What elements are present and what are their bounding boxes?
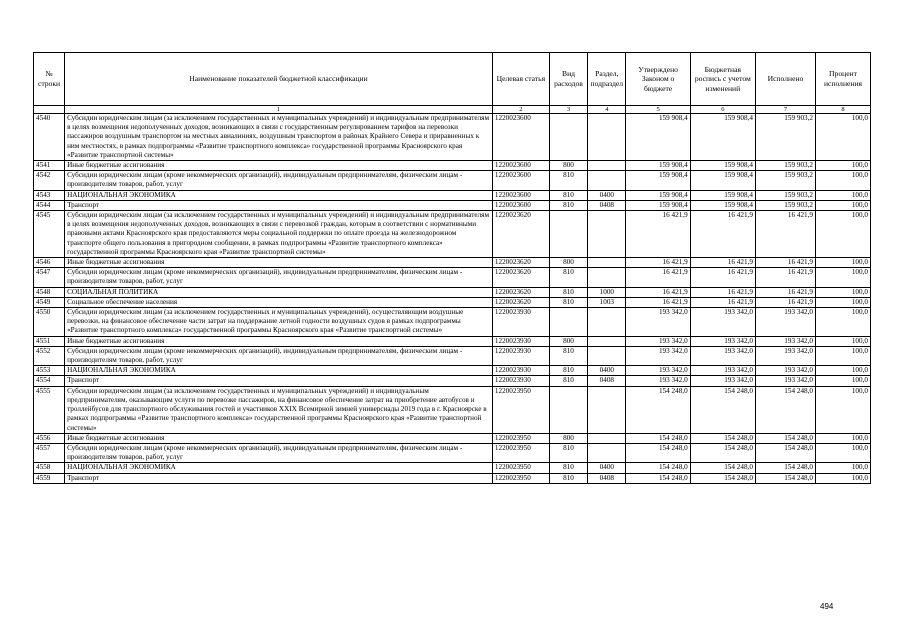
- table-body: [34, 114, 871, 484]
- target-article-cell: 1220023950: [492, 433, 549, 443]
- column-number: 4: [588, 106, 626, 114]
- indicator-name-cell: Иные бюджетные ассигнования: [65, 336, 493, 346]
- approved-amount-cell: 154 248,0: [626, 386, 690, 433]
- table-row: [34, 171, 871, 190]
- revised-amount-cell: 154 248,0: [690, 443, 755, 462]
- expense-type-cell: 810: [549, 366, 587, 376]
- revised-amount-cell: 193 342,0: [690, 308, 755, 337]
- executed-amount-cell: 16 421,9: [755, 258, 815, 268]
- target-article-cell: 1220023600: [492, 114, 549, 161]
- section-cell: [588, 433, 626, 443]
- row-number-cell: 4540: [34, 114, 65, 161]
- target-article-cell: 1220023950: [492, 473, 549, 483]
- header-section: Раздел, подраздел: [588, 53, 626, 106]
- percent-cell: 100,0: [816, 161, 871, 171]
- section-cell: [588, 114, 626, 161]
- expense-type-cell: 800: [549, 336, 587, 346]
- executed-amount-cell: 159 903,2: [755, 190, 815, 200]
- column-number: 1: [65, 106, 493, 114]
- table-row: [34, 443, 871, 462]
- section-cell: [588, 443, 626, 462]
- indicator-name-cell: Транспорт: [65, 473, 493, 483]
- percent-cell: 100,0: [816, 171, 871, 190]
- target-article-cell: 1220023950: [492, 463, 549, 473]
- approved-amount-cell: 193 342,0: [626, 308, 690, 337]
- percent-cell: 100,0: [816, 463, 871, 473]
- approved-amount-cell: 16 421,9: [626, 268, 690, 287]
- table-row: [34, 114, 871, 161]
- table-row: [34, 473, 871, 483]
- revised-amount-cell: 193 342,0: [690, 346, 755, 365]
- row-number-cell: 4553: [34, 366, 65, 376]
- revised-amount-cell: 154 248,0: [690, 386, 755, 433]
- header-percent: Процент исполнения: [816, 53, 871, 106]
- column-number: 8: [816, 106, 871, 114]
- revised-amount-cell: 154 248,0: [690, 433, 755, 443]
- approved-amount-cell: 159 908,4: [626, 171, 690, 190]
- header-indicator-name: Наименование показателей бюджетной классификации: [65, 53, 493, 106]
- budget-table: [33, 52, 871, 484]
- expense-type-cell: 810: [549, 346, 587, 365]
- section-cell: 0408: [588, 200, 626, 210]
- approved-amount-cell: 159 908,4: [626, 161, 690, 171]
- section-cell: [588, 346, 626, 365]
- indicator-name-cell: Субсидии юридическим лицам (за исключением государственных и муниципальных учреждений), осуществляющим воздушные перевозки, на финансовое обеспечение части затрат на поддержание летной годности воздушных судов в рамках подпрограммы «Развитие транспортного комплекса» государственной программы Красноярского края «Развитие транспортной системы»: [65, 308, 493, 337]
- approved-amount-cell: 154 248,0: [626, 433, 690, 443]
- executed-amount-cell: 16 421,9: [755, 287, 815, 297]
- indicator-name-cell: Транспорт: [65, 376, 493, 386]
- percent-cell: 100,0: [816, 346, 871, 365]
- row-number-cell: 4551: [34, 336, 65, 346]
- row-number-cell: 4545: [34, 211, 65, 258]
- indicator-name-cell: НАЦИОНАЛЬНАЯ ЭКОНОМИКА: [65, 190, 493, 200]
- indicator-name-cell: Иные бюджетные ассигнования: [65, 161, 493, 171]
- table-row: [34, 297, 871, 307]
- section-cell: [588, 171, 626, 190]
- revised-amount-cell: 193 342,0: [690, 336, 755, 346]
- section-cell: [588, 386, 626, 433]
- target-article-cell: 1220023620: [492, 287, 549, 297]
- indicator-name-cell: Социальное обеспечение населения: [65, 297, 493, 307]
- table-row: [34, 376, 871, 386]
- row-number-cell: 4554: [34, 376, 65, 386]
- indicator-name-cell: Субсидии юридическим лицам (за исключением государственных и муниципальных учреждений) и индивидуальным предпринимателям в целях возмещения недополученных доходов, возникающих в связи с государственным регулированием тарифов на перевозки пассажиров воздушным транспортом на местных авиалиниях, воздушным транспортом в районах Крайнего Севера и приравненных к ним местностях, в рамках подпрограммы «Развитие транспортного комплекса» государственной программы Красноярского края «Развитие транспортной системы»: [65, 114, 493, 161]
- column-number: 3: [549, 106, 587, 114]
- table-row: [34, 308, 871, 337]
- row-number-cell: 4552: [34, 346, 65, 365]
- approved-amount-cell: 16 421,9: [626, 211, 690, 258]
- expense-type-cell: [549, 386, 587, 433]
- row-number-cell: 4559: [34, 473, 65, 483]
- header-revised: Бюджетная роспись с учетом изменений: [690, 53, 755, 106]
- approved-amount-cell: 193 342,0: [626, 376, 690, 386]
- executed-amount-cell: 193 342,0: [755, 308, 815, 337]
- row-number-cell: 4549: [34, 297, 65, 307]
- header-row: [34, 53, 871, 106]
- indicator-name-cell: НАЦИОНАЛЬНАЯ ЭКОНОМИКА: [65, 463, 493, 473]
- header-target-article: Целевая статья: [492, 53, 549, 106]
- indicator-name-cell: Субсидии юридическим лицам (кроме некоммерческих организаций), индивидуальным предпринимателям, физическим лицам - производителям товаров, работ, услуг: [65, 268, 493, 287]
- header-expense-type: Вид расходов: [549, 53, 587, 106]
- revised-amount-cell: 16 421,9: [690, 268, 755, 287]
- executed-amount-cell: 16 421,9: [755, 297, 815, 307]
- indicator-name-cell: Иные бюджетные ассигнования: [65, 258, 493, 268]
- table-row: [34, 366, 871, 376]
- page-number: 494: [820, 602, 834, 611]
- percent-cell: 100,0: [816, 433, 871, 443]
- revised-amount-cell: 16 421,9: [690, 258, 755, 268]
- approved-amount-cell: 16 421,9: [626, 258, 690, 268]
- section-cell: 1000: [588, 287, 626, 297]
- table-row: [34, 190, 871, 200]
- executed-amount-cell: 159 903,2: [755, 161, 815, 171]
- row-number-cell: 4556: [34, 433, 65, 443]
- percent-cell: 100,0: [816, 211, 871, 258]
- percent-cell: 100,0: [816, 114, 871, 161]
- target-article-cell: 1220023600: [492, 171, 549, 190]
- executed-amount-cell: 159 903,2: [755, 171, 815, 190]
- percent-cell: 100,0: [816, 386, 871, 433]
- revised-amount-cell: 159 908,4: [690, 161, 755, 171]
- revised-amount-cell: 159 908,4: [690, 114, 755, 161]
- expense-type-cell: 810: [549, 287, 587, 297]
- percent-cell: 100,0: [816, 200, 871, 210]
- table-row: [34, 200, 871, 210]
- target-article-cell: 1220023620: [492, 258, 549, 268]
- indicator-name-cell: СОЦИАЛЬНАЯ ПОЛИТИКА: [65, 287, 493, 297]
- target-article-cell: 1220023930: [492, 366, 549, 376]
- approved-amount-cell: 154 248,0: [626, 443, 690, 462]
- row-number-cell: 4541: [34, 161, 65, 171]
- column-number-row: [34, 106, 871, 114]
- table-row: [34, 463, 871, 473]
- section-cell: [588, 308, 626, 337]
- column-number: 5: [626, 106, 690, 114]
- row-number-cell: 4550: [34, 308, 65, 337]
- row-number-cell: 4542: [34, 171, 65, 190]
- approved-amount-cell: 193 342,0: [626, 346, 690, 365]
- target-article-cell: 1220023620: [492, 297, 549, 307]
- expense-type-cell: 810: [549, 200, 587, 210]
- indicator-name-cell: Иные бюджетные ассигнования: [65, 433, 493, 443]
- indicator-name-cell: Транспорт: [65, 200, 493, 210]
- indicator-name-cell: НАЦИОНАЛЬНАЯ ЭКОНОМИКА: [65, 366, 493, 376]
- indicator-name-cell: Субсидии юридическим лицам (кроме некоммерческих организаций), индивидуальным предпринимателям, физическим лицам - производителям товаров, работ, услуг: [65, 346, 493, 365]
- approved-amount-cell: 159 908,4: [626, 190, 690, 200]
- expense-type-cell: 810: [549, 190, 587, 200]
- column-number: [34, 106, 65, 114]
- row-number-cell: 4558: [34, 463, 65, 473]
- executed-amount-cell: 193 342,0: [755, 366, 815, 376]
- revised-amount-cell: 193 342,0: [690, 366, 755, 376]
- expense-type-cell: [549, 211, 587, 258]
- revised-amount-cell: 154 248,0: [690, 463, 755, 473]
- expense-type-cell: 810: [549, 171, 587, 190]
- section-cell: [588, 268, 626, 287]
- target-article-cell: 1220023600: [492, 200, 549, 210]
- header-row-number: № строки: [34, 53, 65, 106]
- executed-amount-cell: 193 342,0: [755, 336, 815, 346]
- executed-amount-cell: 193 342,0: [755, 376, 815, 386]
- table-row: [34, 268, 871, 287]
- expense-type-cell: 800: [549, 258, 587, 268]
- section-cell: 0400: [588, 463, 626, 473]
- executed-amount-cell: 154 248,0: [755, 473, 815, 483]
- percent-cell: 100,0: [816, 443, 871, 462]
- table-row: [34, 258, 871, 268]
- target-article-cell: 1220023620: [492, 211, 549, 258]
- target-article-cell: 1220023930: [492, 346, 549, 365]
- section-cell: [588, 336, 626, 346]
- percent-cell: 100,0: [816, 376, 871, 386]
- revised-amount-cell: 16 421,9: [690, 297, 755, 307]
- expense-type-cell: 810: [549, 376, 587, 386]
- approved-amount-cell: 193 342,0: [626, 336, 690, 346]
- section-cell: [588, 211, 626, 258]
- section-cell: 0408: [588, 473, 626, 483]
- indicator-name-cell: Субсидии юридическим лицам (за исключением государственных и муниципальных учреждений) и индивидуальным предпринимателям, оказывающим услуги по перевозке пассажиров, на финансовое обеспечение затрат на приобретение автобусов и троллейбусов для транспортного обслуживания гостей и участников XXIX Всемирной зимней универсиады 2019 года в г. Красноярске в рамках подпрограммы «Развитие транспортного комплекса» государственной программы Красноярского края «Развитие транспортной системы»: [65, 386, 493, 433]
- row-number-cell: 4557: [34, 443, 65, 462]
- percent-cell: 100,0: [816, 287, 871, 297]
- target-article-cell: 1220023950: [492, 386, 549, 433]
- target-article-cell: 1220023950: [492, 443, 549, 462]
- section-cell: 0400: [588, 366, 626, 376]
- expense-type-cell: 810: [549, 463, 587, 473]
- section-cell: [588, 258, 626, 268]
- approved-amount-cell: 159 908,4: [626, 200, 690, 210]
- percent-cell: 100,0: [816, 366, 871, 376]
- column-number: 6: [690, 106, 755, 114]
- executed-amount-cell: 193 342,0: [755, 346, 815, 365]
- table-row: [34, 386, 871, 433]
- row-number-cell: 4548: [34, 287, 65, 297]
- table-row: [34, 161, 871, 171]
- column-number: 7: [755, 106, 815, 114]
- row-number-cell: 4546: [34, 258, 65, 268]
- table-row: [34, 346, 871, 365]
- target-article-cell: 1220023930: [492, 336, 549, 346]
- executed-amount-cell: 159 903,2: [755, 114, 815, 161]
- executed-amount-cell: 154 248,0: [755, 433, 815, 443]
- approved-amount-cell: 193 342,0: [626, 366, 690, 376]
- revised-amount-cell: 16 421,9: [690, 287, 755, 297]
- revised-amount-cell: 159 908,4: [690, 171, 755, 190]
- expense-type-cell: [549, 114, 587, 161]
- executed-amount-cell: 16 421,9: [755, 268, 815, 287]
- column-number: 2: [492, 106, 549, 114]
- table-row: [34, 433, 871, 443]
- section-cell: 1003: [588, 297, 626, 307]
- approved-amount-cell: 159 908,4: [626, 114, 690, 161]
- approved-amount-cell: 154 248,0: [626, 473, 690, 483]
- header-approved: Утверждено Законом о бюджете: [626, 53, 690, 106]
- row-number-cell: 4555: [34, 386, 65, 433]
- target-article-cell: 1220023930: [492, 308, 549, 337]
- indicator-name-cell: Субсидии юридическим лицам (кроме некоммерческих организаций), индивидуальным предпринимателям, физическим лицам - производителям товаров, работ, услуг: [65, 171, 493, 190]
- target-article-cell: 1220023600: [492, 190, 549, 200]
- percent-cell: 100,0: [816, 297, 871, 307]
- executed-amount-cell: 16 421,9: [755, 211, 815, 258]
- target-article-cell: 1220023620: [492, 268, 549, 287]
- percent-cell: 100,0: [816, 473, 871, 483]
- expense-type-cell: 800: [549, 433, 587, 443]
- row-number-cell: 4547: [34, 268, 65, 287]
- executed-amount-cell: 154 248,0: [755, 463, 815, 473]
- executed-amount-cell: 159 903,2: [755, 200, 815, 210]
- executed-amount-cell: 154 248,0: [755, 386, 815, 433]
- revised-amount-cell: 159 908,4: [690, 200, 755, 210]
- approved-amount-cell: 16 421,9: [626, 287, 690, 297]
- table-row: [34, 336, 871, 346]
- table-row: [34, 211, 871, 258]
- revised-amount-cell: 154 248,0: [690, 473, 755, 483]
- header-executed: Исполнено: [755, 53, 815, 106]
- expense-type-cell: 810: [549, 297, 587, 307]
- section-cell: 0408: [588, 376, 626, 386]
- expense-type-cell: 800: [549, 161, 587, 171]
- expense-type-cell: [549, 308, 587, 337]
- expense-type-cell: 810: [549, 473, 587, 483]
- percent-cell: 100,0: [816, 308, 871, 337]
- section-cell: [588, 161, 626, 171]
- revised-amount-cell: 193 342,0: [690, 376, 755, 386]
- row-number-cell: 4543: [34, 190, 65, 200]
- approved-amount-cell: 154 248,0: [626, 463, 690, 473]
- target-article-cell: 1220023930: [492, 376, 549, 386]
- revised-amount-cell: 159 908,4: [690, 190, 755, 200]
- percent-cell: 100,0: [816, 190, 871, 200]
- revised-amount-cell: 16 421,9: [690, 211, 755, 258]
- indicator-name-cell: Субсидии юридическим лицам (кроме некоммерческих организаций), индивидуальным предпринимателям, физическим лицам - производителям товаров, работ, услуг: [65, 443, 493, 462]
- percent-cell: 100,0: [816, 268, 871, 287]
- indicator-name-cell: Субсидии юридическим лицам (за исключением государственных и муниципальных учреждений) и индивидуальным предпринимателям в целях возмещения недополученных доходов, возникающих в связи с перевозкой граждан, которым в соответствии с нормативными правовыми актами Красноярского края предоставляются меры социальной поддержки по оплате проезда на железнодорожном транспорте общего пользования в пригородном сообщении, в рамках подпрограммы «Развитие транспортного комплекса» государственной программы Красноярского края «Развитие транспортной системы»: [65, 211, 493, 258]
- table-row: [34, 287, 871, 297]
- percent-cell: 100,0: [816, 336, 871, 346]
- section-cell: 0400: [588, 190, 626, 200]
- row-number-cell: 4544: [34, 200, 65, 210]
- expense-type-cell: 810: [549, 443, 587, 462]
- percent-cell: 100,0: [816, 258, 871, 268]
- executed-amount-cell: 154 248,0: [755, 443, 815, 462]
- approved-amount-cell: 16 421,9: [626, 297, 690, 307]
- expense-type-cell: 810: [549, 268, 587, 287]
- target-article-cell: 1220023600: [492, 161, 549, 171]
